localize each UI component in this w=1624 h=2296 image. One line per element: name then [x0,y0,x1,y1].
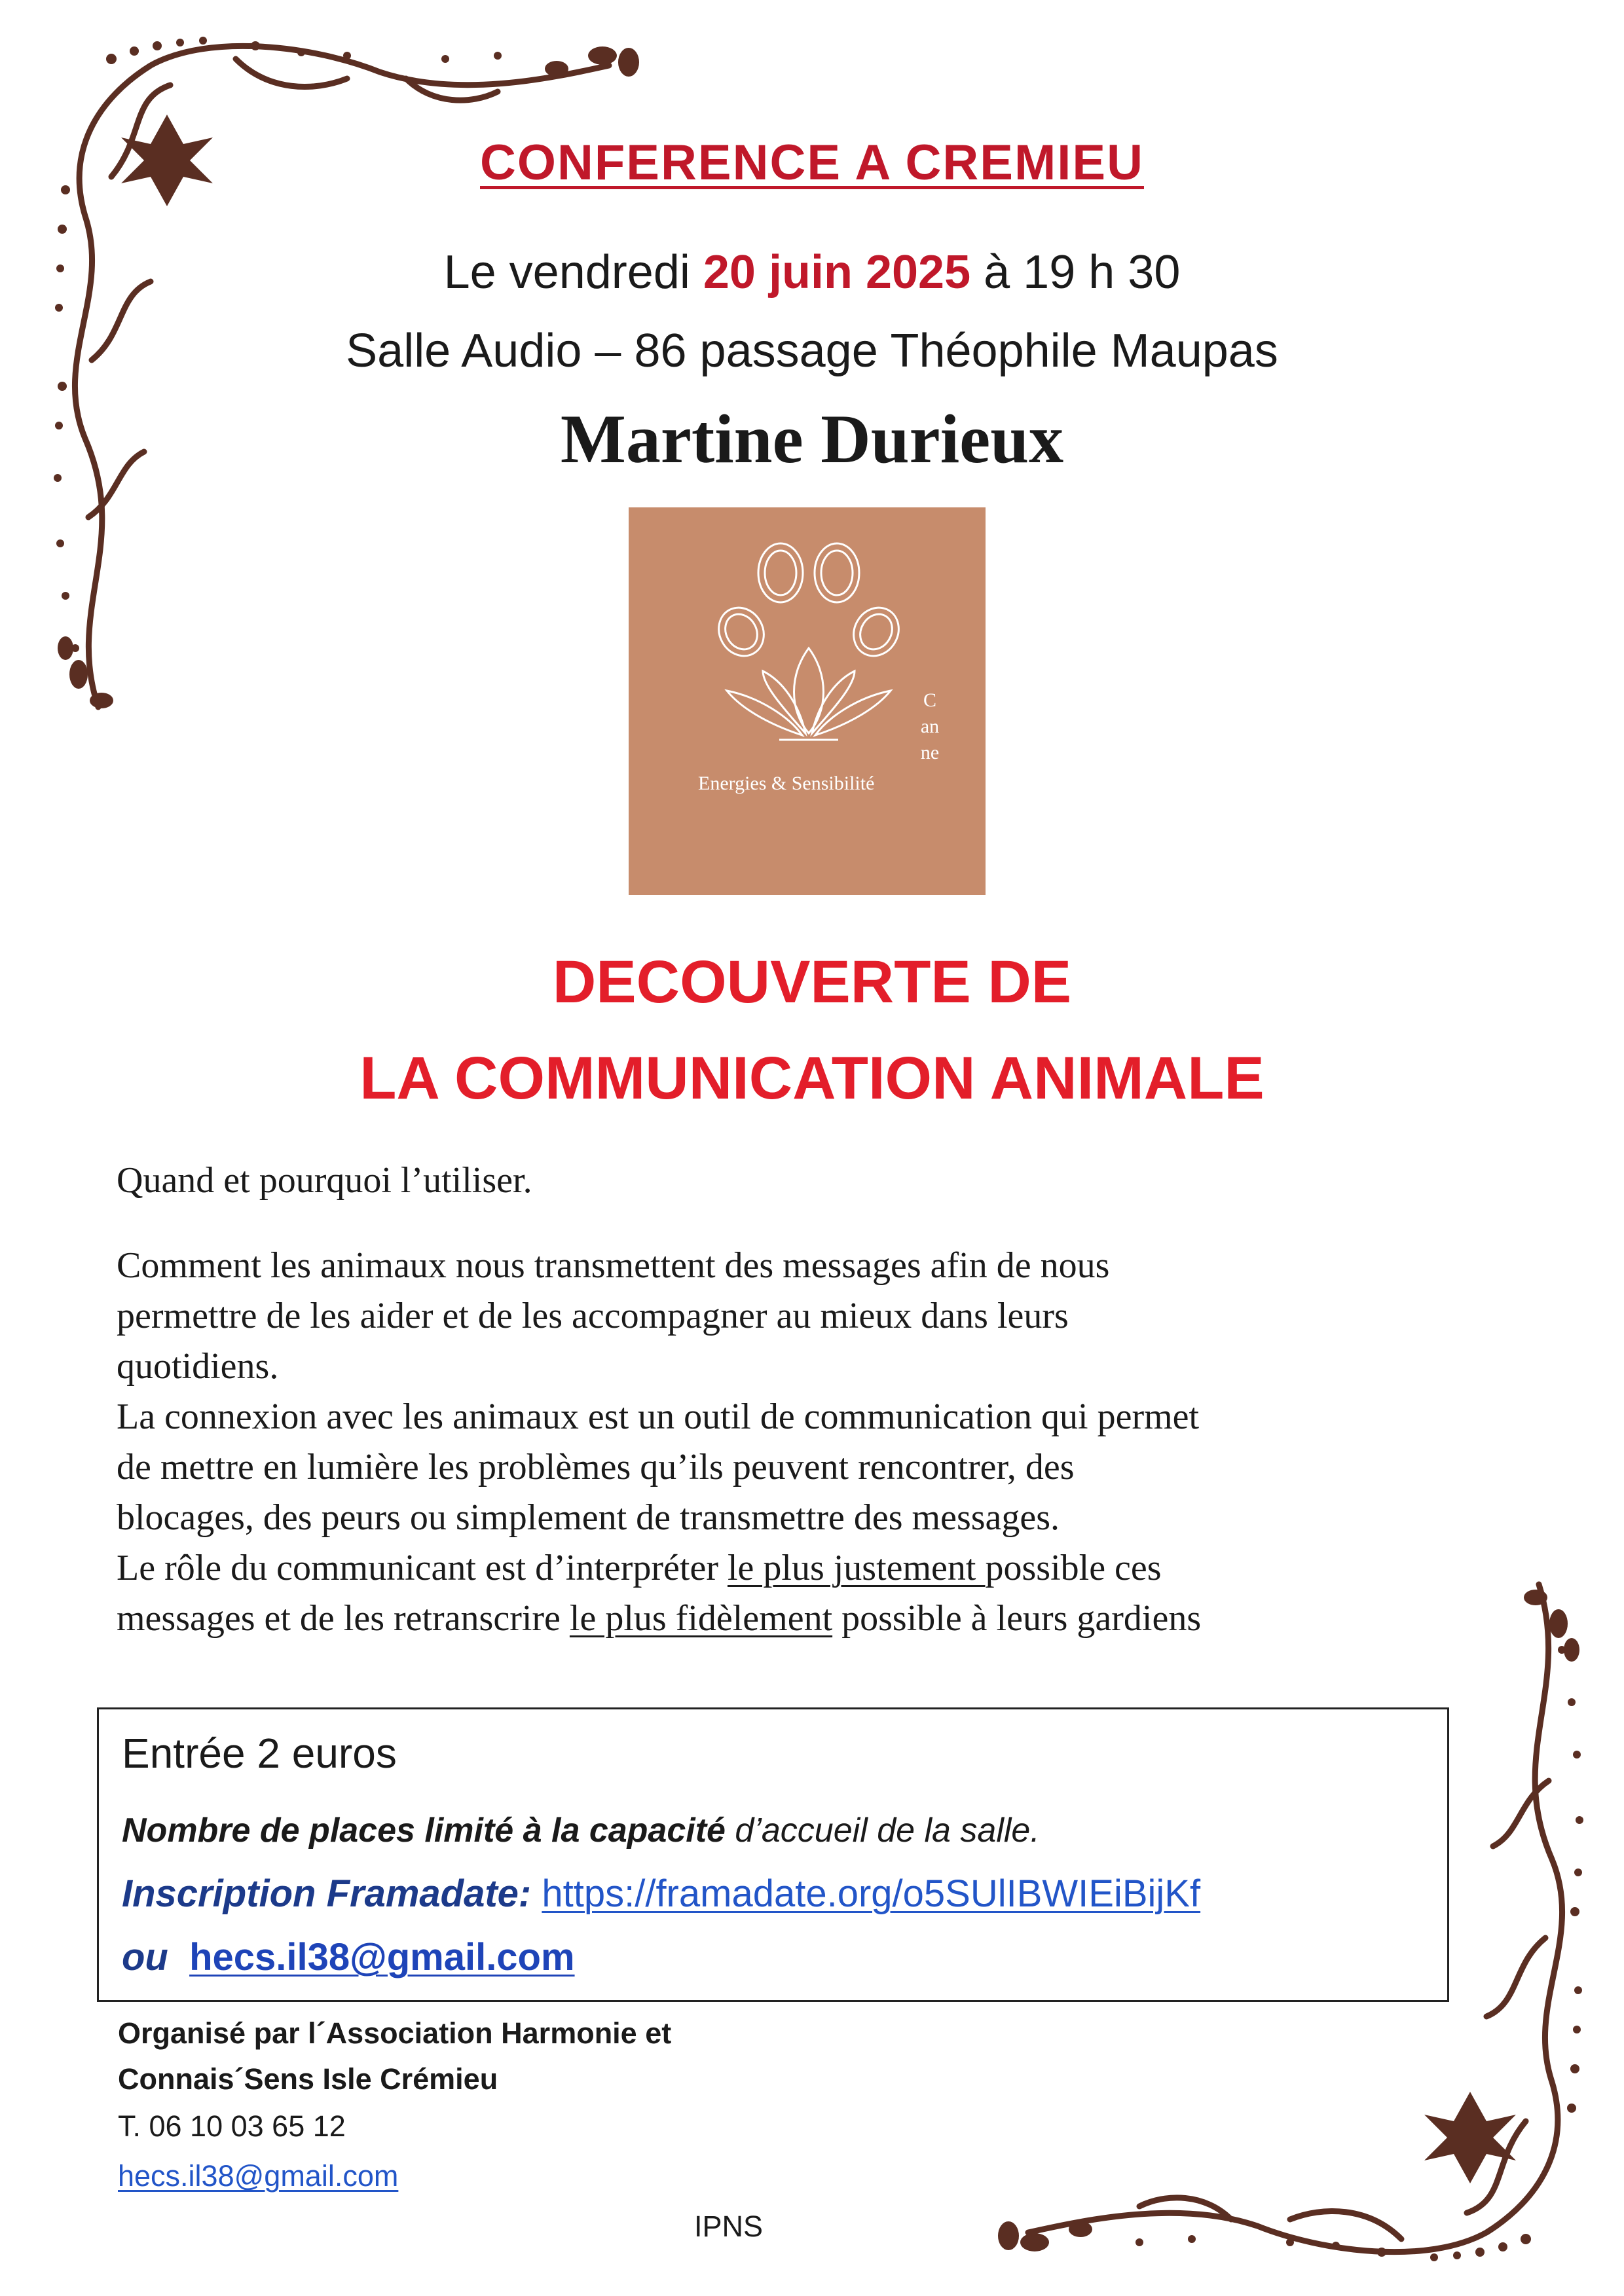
capacity-note-rest: d’accueil de la salle. [725,1812,1040,1850]
framadate-link[interactable]: https://framadate.org/o5SUlIBWIEiBijKf [542,1872,1201,1915]
subtitle-line-1: DECOUVERTE DE [552,949,1072,1015]
logo-brand-text: Energies & Sensibilité [698,773,875,794]
subtitle-line-2: LA COMMUNICATION ANIMALE [360,1045,1264,1112]
intro-paragraph: Quand et pourquoi l’utiliser. [117,1160,532,1201]
description-line: de mettre en lumière les problèmes qu’ils peuvent rencontrer, des [117,1447,1075,1487]
description-line [117,1543,1524,1594]
text-fragment: possible à leurs gardiens [832,1598,1202,1639]
date-prefix: Le vendredi [443,246,690,299]
event-time: à 19 h 30 [984,246,1181,299]
underlined-phrase: le plus fidèlement [569,1598,833,1639]
event-date: 20 juin 2025 [703,246,971,299]
logo-vertical-text: Canne [920,689,940,763]
text-fragment: messages et de les retranscrire [117,1598,570,1639]
description-line: quotidiens. [117,1346,279,1387]
info-box [97,1707,1449,2002]
ipns-mark: IPNS [694,2210,764,2243]
speaker-name: Martine Durieux [560,401,1064,477]
description-line: La connexion avec les animaux est un outil de communication qui permet [117,1396,1200,1437]
organizer-line-1: Organisé par l´Association Harmonie et [118,2016,672,2050]
entry-price: Entrée 2 euros [122,1730,397,1777]
email-link[interactable]: hecs.il38@gmail.com [189,1936,575,1978]
energies-sensibilite-logo [629,507,986,895]
description-line: Comment les animaux nous transmettent des messages afin de nous [117,1245,1110,1286]
or-label: ou [122,1936,168,1978]
underlined-phrase: le plus justement [727,1548,986,1588]
description-line [117,1594,1524,1644]
event-date-line [0,246,1624,299]
text-fragment: Le rôle du communicant est d’interpréter [117,1548,728,1588]
organizer-line-2: Connais´Sens Isle Crémieu [118,2062,498,2096]
conference-title-text: CONFERENCE A CREMIEU [480,135,1144,191]
organizer-email-link[interactable]: hecs.il38@gmail.com [118,2159,399,2193]
inscription-line [122,1872,1200,1916]
event-venue: Salle Audio – 86 passage Théophile Maupas [346,325,1278,377]
description-line: permettre de les aider et de les accompagner au mieux dans leurs [117,1296,1069,1336]
description-paragraph [117,1241,1524,1644]
organizer-phone: T. 06 10 03 65 12 [118,2109,346,2143]
email-line [122,1935,575,1979]
capacity-note [122,1811,1040,1850]
text-fragment: possible ces [985,1548,1162,1588]
capacity-note-bold: Nombre de places limité à la capacité [122,1812,726,1850]
conference-title [0,134,1624,191]
description-line: blocages, des peurs ou simplement de transmettre des messages. [117,1497,1060,1538]
inscription-label: Inscription Framadate: [122,1872,532,1915]
